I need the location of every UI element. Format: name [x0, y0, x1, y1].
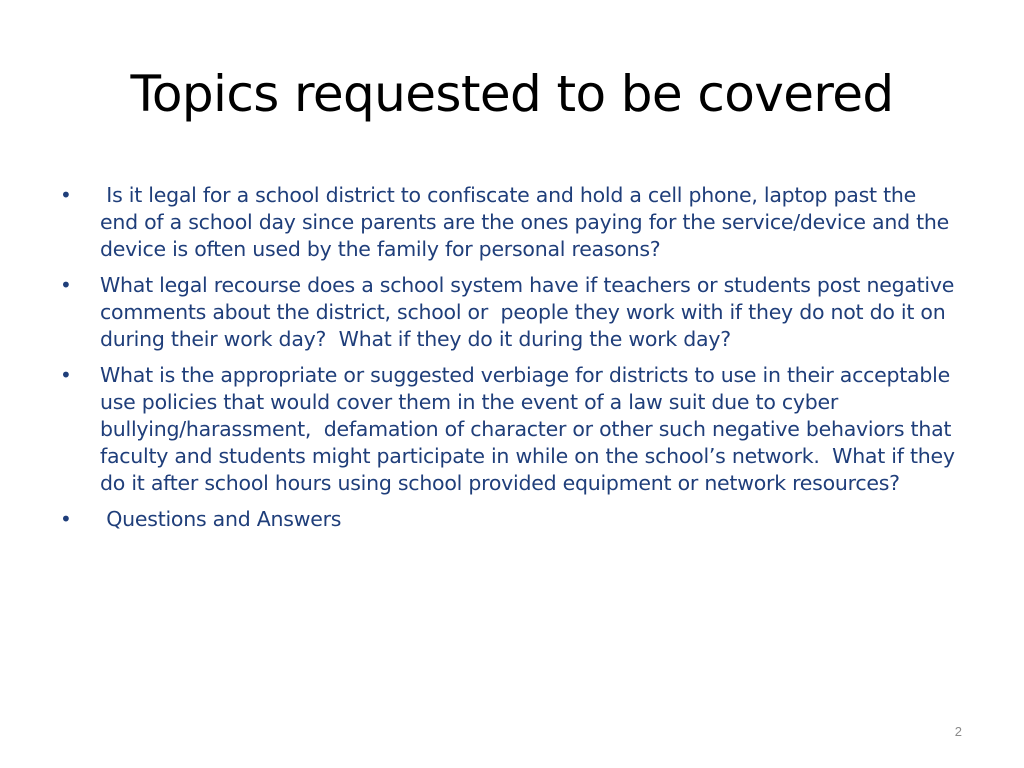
bullet-item-legal-recourse	[60, 272, 960, 353]
bullet-icon: •	[60, 183, 72, 207]
bullet-text: What is the appropriate or suggested verbiage for districts to use in their acceptable use policies that would cover them in the event of a law suit due to cyber bullying/harassment, defamation of character or other such negative behaviors that faculty and students might participate in while on the school’s network. What if they do it after school hours using school provided equipment or network resources?	[100, 363, 962, 495]
bullet-text: Is it legal for a school district to confiscate and hold a cell phone, laptop past the end of a school day since parents are the ones paying for the service/device and the device is often used by the family for personal reasons?	[100, 183, 956, 261]
slide-title: Topics requested to be covered	[130, 65, 894, 123]
bullet-item-acceptable-use	[60, 362, 960, 497]
bullet-list	[60, 182, 960, 542]
bullet-item-legal-confiscation	[60, 182, 960, 263]
bullet-text: What legal recourse does a school system have if teachers or students post negative comments about the district, school or people they work with if they do not do it on during their work day? What if they do it during the work day?	[100, 273, 961, 351]
bullet-item-questions	[60, 506, 960, 533]
page-number: 2	[954, 724, 962, 739]
bullet-icon: •	[60, 273, 72, 297]
bullet-icon: •	[60, 507, 72, 531]
bullet-text: Questions and Answers	[100, 507, 342, 531]
bullet-icon: •	[60, 363, 72, 387]
